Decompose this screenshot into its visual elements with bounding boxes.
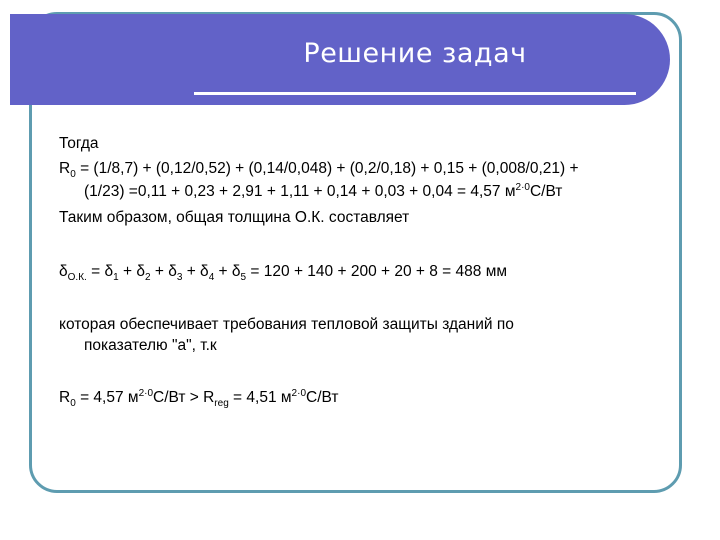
line-thickness-sum	[59, 262, 507, 282]
r0-expression: = (1/8,7) + (0,12/0,52) + (0,14/0,048) + (0,2/0,18) + 0,15 + (0,008/0,21) +	[75, 160, 579, 177]
plus-delta-2: + δ	[118, 263, 145, 280]
line-r0-continued	[84, 182, 562, 202]
delta-ok-symbol: δ	[59, 263, 68, 280]
line-indicator: показателю "а", т.к	[84, 337, 217, 354]
r0-symbol: R	[59, 160, 71, 177]
r0-unit-superscript: 2·0	[515, 182, 530, 193]
r0-unit: С/Вт	[529, 183, 563, 200]
final-reg-subscript: reg	[214, 398, 229, 409]
final-unit-sup-2: 2·0	[291, 388, 306, 399]
delta-ok-subscript: О.К.	[67, 272, 87, 283]
delta-4-sub: 4	[208, 272, 215, 283]
plus-delta-3: + δ	[150, 263, 177, 280]
r0-continued-text: (1/23) =0,11 + 0,23 + 2,91 + 1,11 + 0,14 + 0,03 + 0,04 = 4,57 м	[84, 183, 516, 200]
slide-title: Решение задач	[303, 38, 527, 69]
line-thus: Таким образом, общая толщина О.К. составляет	[59, 209, 410, 226]
final-unit-1-compare: С/Вт > R	[153, 389, 215, 406]
final-unit-2: С/Вт	[306, 389, 339, 406]
eq-delta: = δ	[86, 263, 114, 280]
plus-delta-4: + δ	[182, 263, 209, 280]
final-unit-sup-1: 2·0	[138, 388, 154, 399]
final-value-1: = 4,57 м	[75, 389, 139, 406]
final-r-symbol: R	[59, 389, 71, 406]
delta-1-sub: 1	[113, 272, 119, 283]
line-then: Тогда	[59, 135, 99, 152]
thickness-result: = 120 + 140 + 200 + 20 + 8 = 488 мм	[246, 263, 508, 280]
delta-2-sub: 2	[144, 272, 151, 283]
delta-3-sub: 3	[176, 272, 183, 283]
line-provides: которая обеспечивает требования тепловой защиты зданий по	[59, 316, 514, 333]
r0-subscript: 0	[70, 169, 76, 180]
line-final-comparison	[59, 388, 338, 408]
title-underline	[194, 92, 636, 95]
final-r-subscript: 0	[70, 398, 76, 409]
plus-delta-5: + δ	[214, 263, 241, 280]
line-r0-formula	[59, 159, 579, 179]
delta-5-sub: 5	[240, 272, 247, 283]
final-value-2: = 4,51 м	[228, 389, 292, 406]
